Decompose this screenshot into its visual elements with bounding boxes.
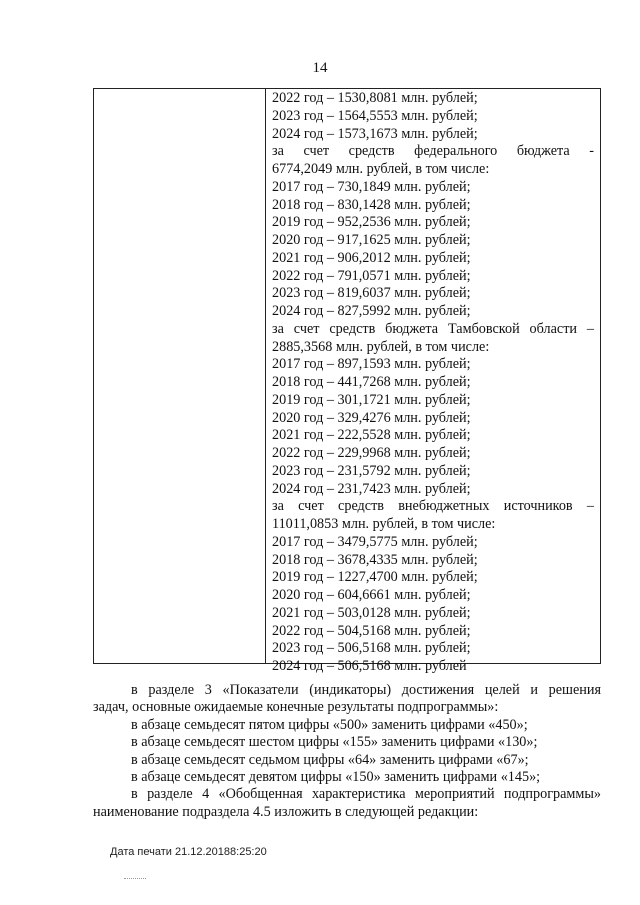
body-line: в разделе 3 «Показатели (индикаторы) достижения целей и решения [131, 682, 601, 698]
body-line: наименование подраздела 4.5 изложить в следующей редакции: [93, 803, 479, 820]
table-line: 2024 год – 827,5992 млн. рублей; [272, 303, 471, 319]
table-line: 2022 год – 1530,8081 млн. рублей; [272, 90, 478, 106]
table-line: 2019 год – 301,1721 млн. рублей; [272, 391, 471, 408]
table-line: 2017 год – 730,1849 млн. рублей; [272, 178, 471, 195]
table-line: 2023 год – 506,5168 млн. рублей; [272, 640, 471, 657]
funding-table [93, 88, 601, 674]
table-line: 2022 год – 229,9968 млн. рублей; [272, 445, 471, 461]
table-line: 2017 год – 897,1593 млн. рублей; [272, 356, 471, 373]
table-line: 2024 год – 506,5168 млн. рублей [272, 658, 467, 674]
table-line: 2017 год – 3479,5775 млн. рублей; [272, 533, 478, 550]
body-line: в абзаце семьдесят пятом цифры «500» заменить цифрами «450»; [131, 716, 528, 733]
body-line: в абзаце семьдесят седьмом цифры «64» заменить цифрами «67»; [131, 751, 529, 768]
amendment-text [93, 682, 601, 821]
table-line: за счет средств федерального бюджета - [272, 143, 594, 160]
print-date: Дата печати 21.12.20188:25:20 [110, 846, 267, 858]
funding-table-right-cell [272, 90, 594, 676]
table-line: 2018 год – 3678,4335 млн. рублей; [272, 551, 478, 568]
table-line: 11011,0853 млн. рублей, в том числе: [272, 516, 496, 532]
table-line: за счет средств внебюджетных источников – [272, 498, 594, 515]
table-line: 2021 год – 906,2012 млн. рублей; [272, 249, 471, 266]
table-line: 2022 год – 791,0571 млн. рублей; [272, 267, 471, 284]
table-line: 2021 год – 222,5528 млн. рублей; [272, 427, 471, 444]
table-line: 2019 год – 1227,4700 млн. рублей; [272, 569, 478, 586]
table-line: за счет средств бюджета Тамбовской области – [272, 320, 594, 337]
table-line: 2019 год – 952,2536 млн. рублей; [272, 214, 471, 231]
table-line: 2023 год – 819,6037 млн. рублей; [272, 285, 471, 302]
table-line: 2020 год – 604,6661 млн. рублей; [272, 587, 471, 603]
body-line: в абзаце семьдесят девятом цифры «150» заменить цифрами «145»; [131, 769, 541, 786]
table-line: 2024 год – 231,7423 млн. рублей; [272, 480, 471, 497]
body-line: задач, основные ожидаемые конечные результаты подпрограммы»: [93, 699, 499, 716]
table-line: 2021 год – 503,0128 млн. рублей; [272, 604, 471, 621]
table-line: 2023 год – 231,5792 млн. рублей; [272, 462, 471, 479]
table-line: 2020 год – 329,4276 млн. рублей; [272, 409, 471, 426]
table-line: 2018 год – 441,7268 млн. рублей; [272, 374, 471, 390]
table-line: 2020 год – 917,1625 млн. рублей; [272, 232, 471, 248]
table-line: 2023 год – 1564,5553 млн. рублей; [272, 107, 478, 124]
table-line: 6774,2049 млн. рублей, в том числе: [272, 161, 490, 177]
table-line: 2022 год – 504,5168 млн. рублей; [272, 622, 471, 639]
table-line: 2018 год – 830,1428 млн. рублей; [272, 196, 471, 213]
body-line: в разделе 4 «Обобщенная характеристика мероприятий подпрограммы» [131, 786, 601, 803]
page-number: 14 [312, 60, 328, 76]
table-column-divider [265, 89, 266, 663]
table-line: 2885,3568 млн. рублей, в том числе: [272, 338, 490, 355]
table-line: 2024 год – 1573,1673 млн. рублей; [272, 125, 478, 142]
scan-artifact [124, 878, 146, 880]
body-line: в абзаце семьдесят шестом цифры «155» заменить цифрами «130»; [131, 734, 538, 751]
